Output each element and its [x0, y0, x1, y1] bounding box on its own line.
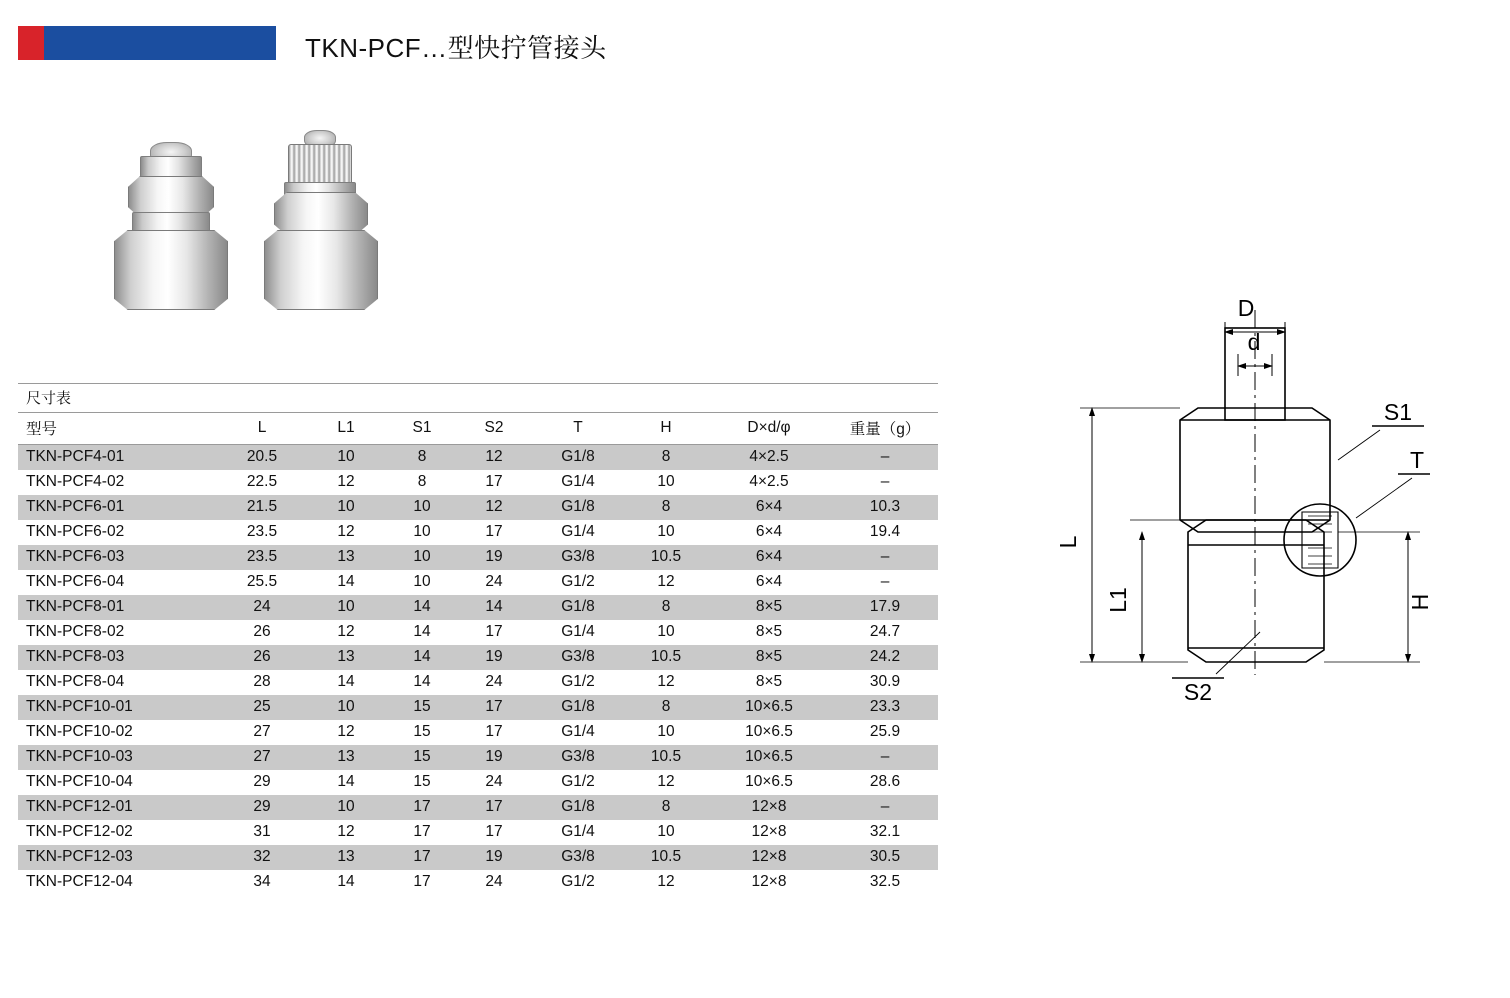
- cell-value: 12×8: [706, 795, 832, 820]
- cell-value: 15: [386, 745, 458, 770]
- cell-value: 28.6: [832, 770, 938, 795]
- header-color-bar: [18, 26, 276, 60]
- cell-value: 24: [458, 670, 530, 695]
- knurled-fitting-knurl: [288, 144, 352, 186]
- cell-model: TKN-PCF10-02: [18, 720, 218, 745]
- cell-value: 27: [218, 720, 306, 745]
- table-row: [18, 620, 938, 645]
- table-row: [18, 695, 938, 720]
- cell-value: 17.9: [832, 595, 938, 620]
- cell-model: TKN-PCF12-04: [18, 870, 218, 895]
- dimension-table: [18, 413, 938, 895]
- cell-value: 12: [626, 870, 706, 895]
- cell-value: 14: [386, 595, 458, 620]
- cell-value: 10: [626, 820, 706, 845]
- cell-value: 19: [458, 845, 530, 870]
- cell-value: G3/8: [530, 845, 626, 870]
- cell-value: 8: [626, 595, 706, 620]
- cell-value: –: [832, 745, 938, 770]
- table-header-row: [18, 413, 938, 445]
- product-photo-group: [100, 120, 400, 320]
- drawing-detail-circle: [1284, 504, 1356, 576]
- col-header-t: T: [530, 413, 626, 445]
- cell-value: 17: [386, 820, 458, 845]
- cell-value: 13: [306, 745, 386, 770]
- label-H: H: [1407, 593, 1433, 611]
- cell-value: 14: [306, 870, 386, 895]
- technical-drawing-svg: [1020, 250, 1490, 720]
- cell-value: 12×8: [706, 870, 832, 895]
- cell-value: G1/2: [530, 870, 626, 895]
- cell-value: 10.3: [832, 495, 938, 520]
- cell-model: TKN-PCF12-01: [18, 795, 218, 820]
- cell-value: 17: [458, 470, 530, 495]
- col-header-l1: L1: [306, 413, 386, 445]
- cell-value: 10: [386, 495, 458, 520]
- cell-value: 23.3: [832, 695, 938, 720]
- cell-model: TKN-PCF10-04: [18, 770, 218, 795]
- cell-value: 26: [218, 620, 306, 645]
- cell-value: 17: [386, 795, 458, 820]
- dimension-table-block: [18, 383, 938, 895]
- cell-value: 24: [458, 870, 530, 895]
- cell-value: 8×5: [706, 645, 832, 670]
- col-header-s1: S1: [386, 413, 458, 445]
- label-L1: L1: [1105, 587, 1131, 613]
- cell-value: 24.7: [832, 620, 938, 645]
- cell-value: 32: [218, 845, 306, 870]
- label-S1: S1: [1383, 399, 1413, 425]
- cell-value: 10: [306, 495, 386, 520]
- cell-value: 19: [458, 745, 530, 770]
- cell-value: 14: [386, 670, 458, 695]
- cell-value: 12: [458, 495, 530, 520]
- cell-value: –: [832, 470, 938, 495]
- cell-value: G1/8: [530, 695, 626, 720]
- col-header-model: 型号: [18, 413, 218, 445]
- cell-value: 12: [306, 620, 386, 645]
- cell-value: 15: [386, 770, 458, 795]
- cell-model: TKN-PCF6-02: [18, 520, 218, 545]
- col-header-dxd: D×d/φ: [706, 413, 832, 445]
- col-header-weight: 重量（g）: [832, 413, 938, 445]
- cell-value: 10: [626, 620, 706, 645]
- cell-value: 6×4: [706, 570, 832, 595]
- cell-value: 12: [626, 670, 706, 695]
- cell-value: 10: [626, 520, 706, 545]
- cell-value: 12: [306, 720, 386, 745]
- fitting-lower-hex: [114, 230, 228, 310]
- cell-value: 24: [218, 595, 306, 620]
- cell-value: 10×6.5: [706, 720, 832, 745]
- cell-value: 17: [458, 520, 530, 545]
- cell-value: 10: [306, 795, 386, 820]
- product-photo-knurled-fitting: [260, 130, 380, 310]
- cell-value: 10.5: [626, 645, 706, 670]
- table-row: [18, 820, 938, 845]
- cell-value: G3/8: [530, 745, 626, 770]
- cell-value: 23.5: [218, 545, 306, 570]
- cell-value: G3/8: [530, 545, 626, 570]
- cell-value: G1/2: [530, 670, 626, 695]
- cell-value: 17: [458, 695, 530, 720]
- cell-value: 29: [218, 770, 306, 795]
- cell-value: 28: [218, 670, 306, 695]
- cell-model: TKN-PCF12-02: [18, 820, 218, 845]
- cell-value: 8×5: [706, 595, 832, 620]
- cell-value: 10×6.5: [706, 695, 832, 720]
- cell-value: 8×5: [706, 670, 832, 695]
- table-row: [18, 795, 938, 820]
- cell-value: 13: [306, 545, 386, 570]
- cell-value: 14: [306, 670, 386, 695]
- cell-value: 19: [458, 645, 530, 670]
- cell-value: 14: [386, 620, 458, 645]
- cell-value: 10: [386, 570, 458, 595]
- cell-value: 8: [626, 695, 706, 720]
- table-row: [18, 870, 938, 895]
- cell-value: 8: [386, 470, 458, 495]
- cell-value: G1/4: [530, 720, 626, 745]
- col-header-s2: S2: [458, 413, 530, 445]
- header-blue-block: [44, 26, 276, 60]
- technical-drawing: [1020, 250, 1490, 720]
- cell-value: –: [832, 445, 938, 471]
- cell-value: 10×6.5: [706, 745, 832, 770]
- cell-value: 10: [306, 695, 386, 720]
- cell-value: 12: [306, 520, 386, 545]
- cell-model: TKN-PCF6-04: [18, 570, 218, 595]
- cell-value: 15: [386, 720, 458, 745]
- cell-value: 4×2.5: [706, 470, 832, 495]
- cell-model: TKN-PCF8-04: [18, 670, 218, 695]
- cell-model: TKN-PCF8-03: [18, 645, 218, 670]
- cell-value: G1/4: [530, 620, 626, 645]
- table-row: [18, 745, 938, 770]
- cell-value: 17: [386, 845, 458, 870]
- cell-value: G1/4: [530, 470, 626, 495]
- cell-value: 10: [626, 470, 706, 495]
- cell-value: 10: [306, 595, 386, 620]
- label-S2: S2: [1183, 679, 1213, 705]
- table-row: [18, 445, 938, 471]
- drawing-lower-hex: [1188, 520, 1324, 662]
- cell-value: 23.5: [218, 520, 306, 545]
- cell-value: 30.9: [832, 670, 938, 695]
- cell-value: 12: [306, 820, 386, 845]
- knurled-fitting-upper-hex: [274, 192, 368, 236]
- cell-value: 10: [306, 445, 386, 471]
- cell-model: TKN-PCF12-03: [18, 845, 218, 870]
- label-L: L: [1055, 535, 1081, 549]
- cell-value: 8: [626, 795, 706, 820]
- cell-value: 21.5: [218, 495, 306, 520]
- col-header-h: H: [626, 413, 706, 445]
- cell-value: 13: [306, 645, 386, 670]
- header-red-block: [18, 26, 44, 60]
- product-photo-straight-fitting: [110, 138, 230, 308]
- cell-value: G3/8: [530, 645, 626, 670]
- cell-model: TKN-PCF8-02: [18, 620, 218, 645]
- cell-value: 20.5: [218, 445, 306, 471]
- table-row: [18, 545, 938, 570]
- table-row: [18, 520, 938, 545]
- cell-value: G1/2: [530, 770, 626, 795]
- cell-value: 14: [306, 770, 386, 795]
- cell-value: 10.5: [626, 545, 706, 570]
- cell-value: 14: [386, 645, 458, 670]
- cell-value: 12×8: [706, 820, 832, 845]
- cell-value: G1/8: [530, 795, 626, 820]
- cell-value: 8×5: [706, 620, 832, 645]
- cell-value: 24: [458, 570, 530, 595]
- cell-value: 32.1: [832, 820, 938, 845]
- page-title: TKN-PCF…型快拧管接头: [305, 33, 607, 63]
- cell-value: 14: [306, 570, 386, 595]
- cell-value: 6×4: [706, 520, 832, 545]
- knurled-fitting-lower-hex: [264, 230, 378, 310]
- cell-value: –: [832, 545, 938, 570]
- cell-value: 25.9: [832, 720, 938, 745]
- cell-value: 10: [386, 520, 458, 545]
- cell-value: 32.5: [832, 870, 938, 895]
- cell-model: TKN-PCF6-01: [18, 495, 218, 520]
- cell-model: TKN-PCF6-03: [18, 545, 218, 570]
- cell-value: 22.5: [218, 470, 306, 495]
- cell-value: 12: [626, 570, 706, 595]
- table-row: [18, 845, 938, 870]
- cell-value: 12: [626, 770, 706, 795]
- table-row: [18, 770, 938, 795]
- cell-value: 6×4: [706, 545, 832, 570]
- table-row: [18, 670, 938, 695]
- cell-value: G1/8: [530, 445, 626, 471]
- table-row: [18, 495, 938, 520]
- cell-value: 17: [458, 720, 530, 745]
- cell-value: 15: [386, 695, 458, 720]
- cell-value: 25: [218, 695, 306, 720]
- cell-value: 29: [218, 795, 306, 820]
- col-header-l: L: [218, 413, 306, 445]
- cell-value: 12: [306, 470, 386, 495]
- cell-value: 19.4: [832, 520, 938, 545]
- cell-value: 17: [458, 620, 530, 645]
- cell-value: 4×2.5: [706, 445, 832, 471]
- label-d: d: [1247, 329, 1261, 355]
- cell-value: 17: [458, 795, 530, 820]
- cell-value: 8: [626, 445, 706, 471]
- cell-value: 13: [306, 845, 386, 870]
- cell-value: G1/8: [530, 495, 626, 520]
- cell-value: 10.5: [626, 845, 706, 870]
- cell-model: TKN-PCF8-01: [18, 595, 218, 620]
- cell-value: 10.5: [626, 745, 706, 770]
- cell-value: –: [832, 570, 938, 595]
- cell-value: 12×8: [706, 845, 832, 870]
- cell-value: 30.5: [832, 845, 938, 870]
- table-row: [18, 645, 938, 670]
- cell-value: 10: [386, 545, 458, 570]
- cell-model: TKN-PCF10-03: [18, 745, 218, 770]
- table-row: [18, 470, 938, 495]
- cell-value: 14: [458, 595, 530, 620]
- cell-model: TKN-PCF4-02: [18, 470, 218, 495]
- cell-value: 25.5: [218, 570, 306, 595]
- cell-value: 12: [458, 445, 530, 471]
- cell-value: 27: [218, 745, 306, 770]
- cell-value: G1/8: [530, 595, 626, 620]
- cell-value: G1/2: [530, 570, 626, 595]
- cell-value: G1/4: [530, 820, 626, 845]
- label-D: D: [1237, 295, 1255, 321]
- table-row: [18, 595, 938, 620]
- cell-value: 24.2: [832, 645, 938, 670]
- table-row: [18, 720, 938, 745]
- cell-value: 17: [458, 820, 530, 845]
- cell-value: 8: [386, 445, 458, 471]
- cell-value: 10: [626, 720, 706, 745]
- table-caption: 尺寸表: [18, 383, 938, 413]
- cell-value: –: [832, 795, 938, 820]
- cell-value: 17: [386, 870, 458, 895]
- cell-value: 26: [218, 645, 306, 670]
- cell-value: 34: [218, 870, 306, 895]
- cell-value: 8: [626, 495, 706, 520]
- cell-value: 31: [218, 820, 306, 845]
- dimension-table-body: [18, 445, 938, 896]
- cell-value: 6×4: [706, 495, 832, 520]
- table-row: [18, 570, 938, 595]
- cell-model: TKN-PCF4-01: [18, 445, 218, 471]
- cell-value: 10×6.5: [706, 770, 832, 795]
- cell-value: 19: [458, 545, 530, 570]
- cell-value: G1/4: [530, 520, 626, 545]
- cell-model: TKN-PCF10-01: [18, 695, 218, 720]
- label-T: T: [1409, 447, 1425, 473]
- cell-value: 24: [458, 770, 530, 795]
